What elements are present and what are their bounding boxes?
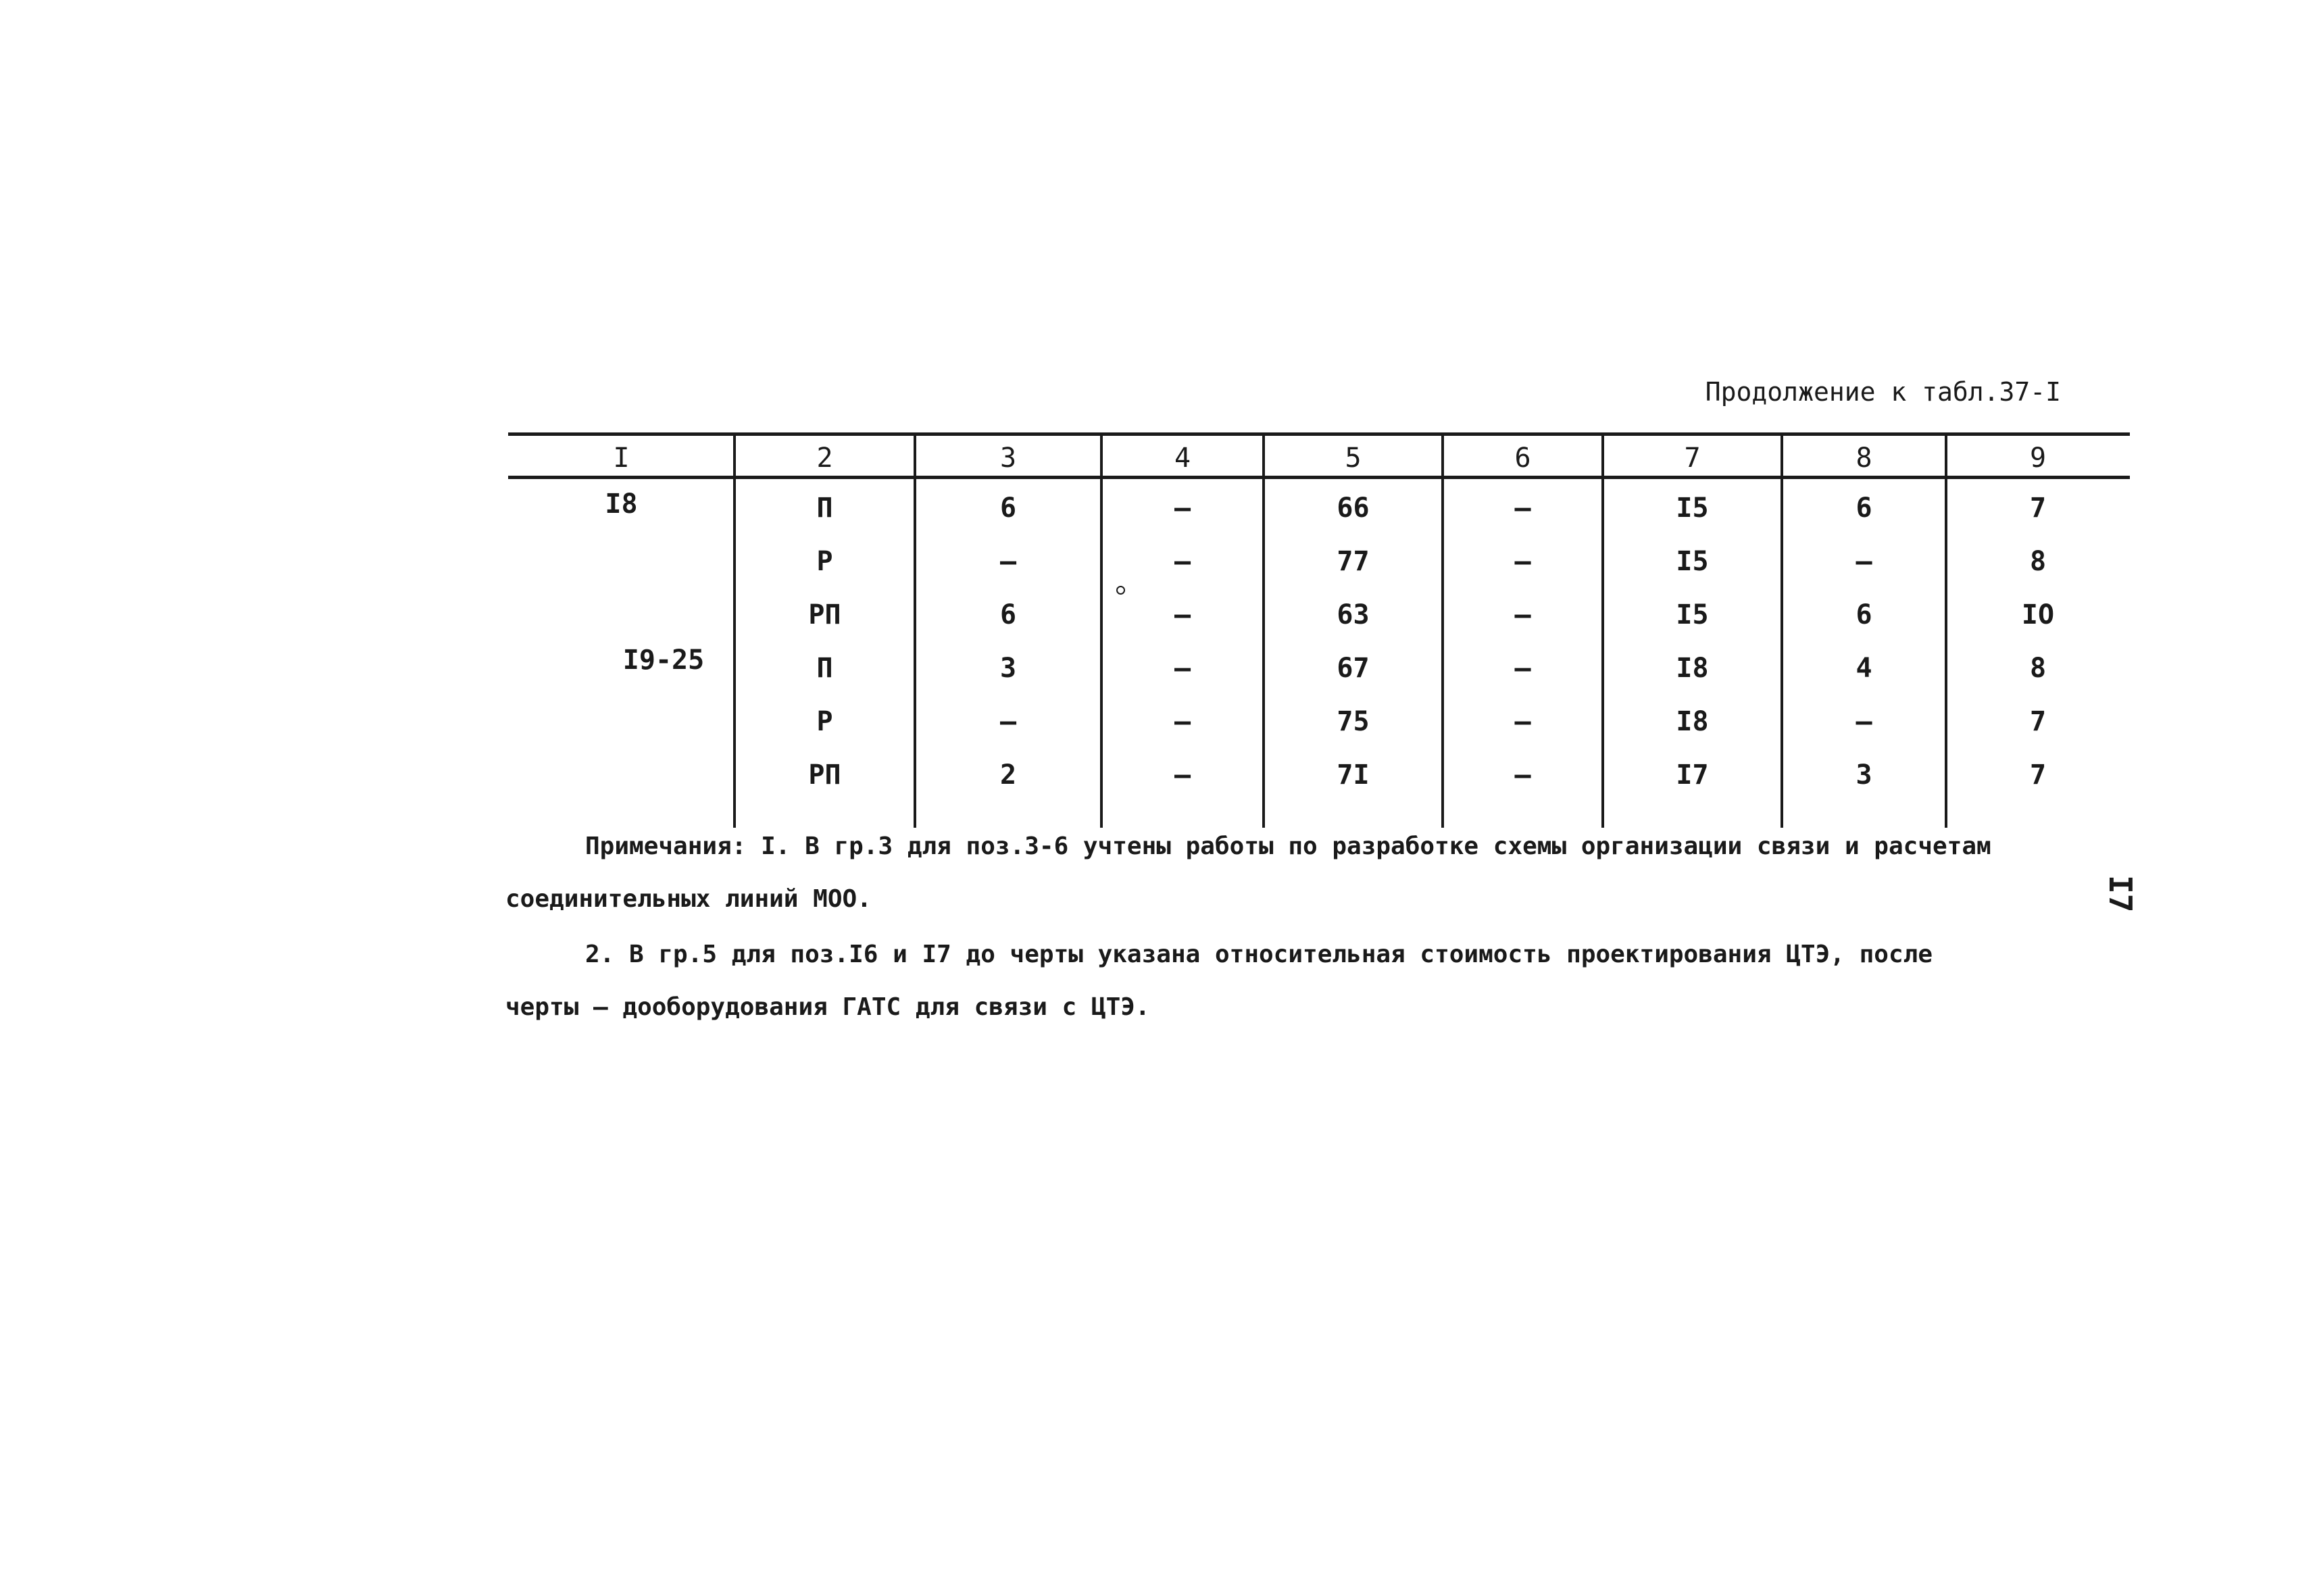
header-col-5: 5	[1345, 443, 1362, 474]
table-cell: I5	[1676, 546, 1709, 577]
table-cell: 3	[999, 653, 1017, 684]
table-cell: Р	[816, 706, 833, 737]
table-cell: –	[1174, 653, 1191, 684]
table-cell: –	[1514, 599, 1531, 630]
note-1-line-2: соединительных линий МОО.	[505, 885, 872, 913]
table-caption: Продолжение к табл.37-I	[1705, 377, 2061, 407]
note-2-line-1: 2. В гр.5 для поз.I6 и I7 до черты указана относительная стоимость проектирования ЦТЭ, после	[585, 941, 1933, 968]
table-cell: I8	[1676, 653, 1709, 684]
note-2-line-2: черты – дооборудования ГАТС для связи с ЦТЭ.	[505, 993, 1150, 1021]
header-col-6: 6	[1514, 443, 1531, 474]
page-number: I7	[2102, 875, 2139, 913]
table-cell: 67	[1337, 653, 1370, 684]
table-cell: 2	[999, 759, 1017, 791]
header-col-1: I	[613, 443, 630, 474]
table-cell: I5	[1676, 493, 1709, 524]
table-cell: –	[1174, 759, 1191, 791]
table-cell: 6	[999, 493, 1017, 524]
table-cell: 8	[2029, 546, 2047, 577]
table-cell: –	[1514, 706, 1531, 737]
table-cell: 4	[1856, 653, 1872, 684]
table-cell: 7I	[1337, 759, 1370, 791]
table-cell: 6	[999, 599, 1017, 630]
table-cell: 7	[2029, 706, 2047, 737]
group-position: I8	[605, 489, 638, 520]
table-cell: –	[999, 706, 1017, 737]
table-cell: Р	[816, 546, 833, 577]
table-cell: 66	[1337, 493, 1370, 524]
table-cell: –	[1514, 759, 1531, 791]
table-cell: –	[999, 546, 1017, 577]
table-cell: РП	[808, 759, 841, 791]
table-cell: П	[816, 653, 833, 684]
table-cell: 6	[1856, 493, 1872, 524]
table-cell: 3	[1856, 759, 1872, 791]
table-cell: I8	[1676, 706, 1709, 737]
header-col-2: 2	[816, 443, 833, 474]
table-cell: 7	[2029, 493, 2047, 524]
table-cell: 7	[2029, 759, 2047, 791]
table-cell: 8	[2029, 653, 2047, 684]
table-cell: 6	[1856, 599, 1872, 630]
table-cell: I5	[1676, 599, 1709, 630]
table-cell: –	[1174, 599, 1191, 630]
table-top-rule	[508, 432, 2130, 436]
table-cell: –	[1514, 653, 1531, 684]
header-col-3: 3	[999, 443, 1017, 474]
table-cell: I7	[1676, 759, 1709, 791]
table-cell: 77	[1337, 546, 1370, 577]
table-cell: –	[1514, 546, 1531, 577]
table-cell: –	[1856, 706, 1872, 737]
table-cell: П	[816, 493, 833, 524]
table-cell: –	[1174, 546, 1191, 577]
table-cell: РП	[808, 599, 841, 630]
table-cell: –	[1174, 706, 1191, 737]
header-col-4: 4	[1174, 443, 1191, 474]
header-col-8: 8	[1856, 443, 1872, 474]
table-cell: –	[1514, 493, 1531, 524]
table-cell: 75	[1337, 706, 1370, 737]
table-header-rule	[508, 476, 2130, 479]
group-position: I9-25	[622, 645, 705, 676]
stray-mark	[1116, 586, 1125, 595]
table-cell: 63	[1337, 599, 1370, 630]
data-table	[508, 432, 2130, 831]
note-1-line-1: Примечания: I. В гр.3 для поз.3-6 учтены работы по разработке схемы организации связи и расчетам	[585, 832, 1991, 860]
header-col-7: 7	[1684, 443, 1701, 474]
header-col-9: 9	[2029, 443, 2047, 474]
table-cell: –	[1856, 546, 1872, 577]
table-cell: IO	[2021, 599, 2055, 630]
table-cell: –	[1174, 493, 1191, 524]
